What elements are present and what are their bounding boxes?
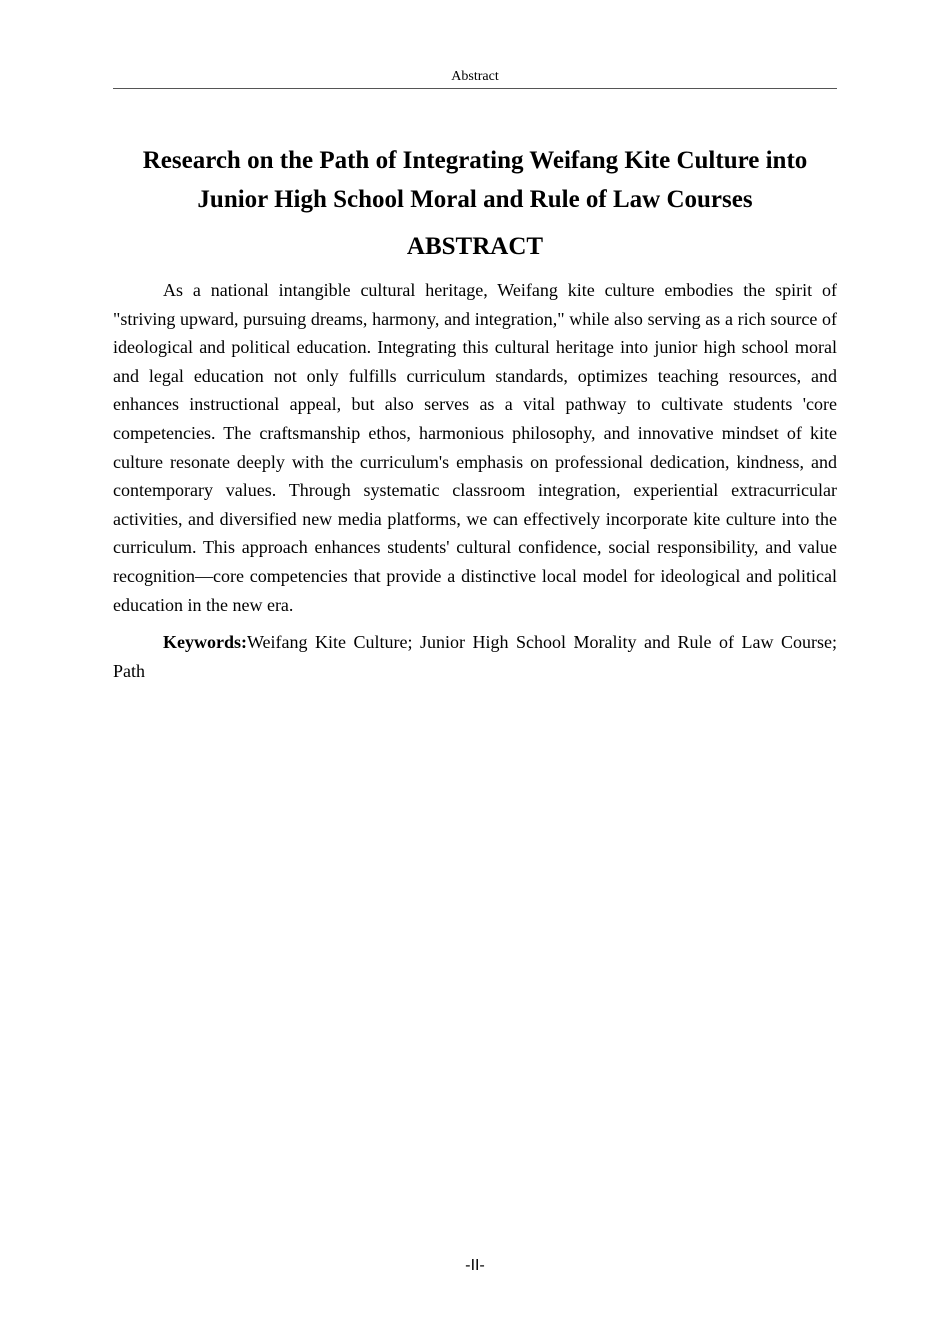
page-number: -II- [465,1256,485,1274]
keywords-label: Keywords: [163,632,247,652]
keywords-text: Weifang Kite Culture; Junior High School Morality and Rule of Law Course; Path [113,632,837,681]
paper-title [113,141,837,219]
abstract-body: As a national intangible cultural heritage, Weifang kite culture embodies the spirit of "striving upward, pursuing dreams, harmony, and integration," while also serving as a rich source of ideological and political education. Integrating this cultural heritage into junior high school moral and legal education not only fulfills curriculum standards, optimizes teaching resources, and enhances instructional appeal, but also serves as a vital pathway to cultivate students 'core competencies. The craftsmanship ethos, harmonious philosophy, and innovative mindset of kite culture resonate deeply with the curriculum's emphasis on professional dedication, kindness, and contemporary values. Through systematic classroom integration, experiential extracurricular activities, and diversified new media platforms, we can effectively incorporate kite culture into the curriculum. This approach enhances students' cultural confidence, social responsibility, and value recognition—core competencies that provide a distinctive local model for ideological and political education in the new era. [113,280,837,615]
running-title: Abstract [451,69,499,84]
abstract-heading: ABSTRACT [406,233,544,260]
page-header [113,68,837,89]
paper-title-line-2: Junior High School Moral and Rule of Law Courses [197,186,753,213]
keywords-paragraph [113,628,837,685]
paper-title-line-1: Research on the Path of Integrating Weifang Kite Culture into [142,147,808,174]
